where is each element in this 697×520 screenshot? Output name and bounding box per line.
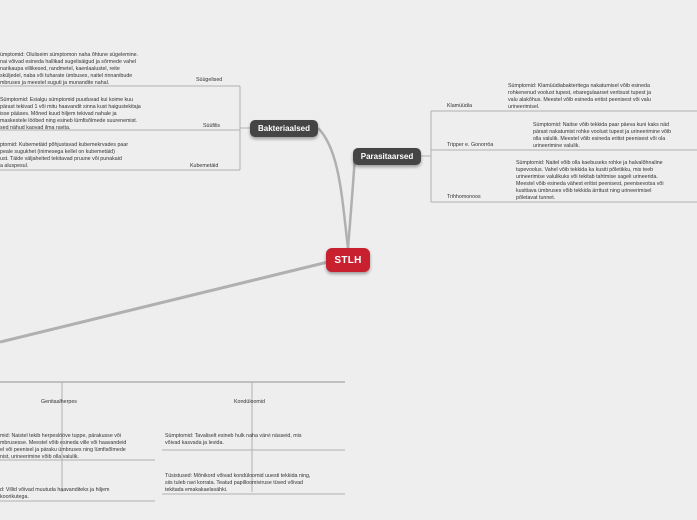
topic-syfilis[interactable]: Süüfilis (203, 123, 221, 129)
topic-klamuudia[interactable]: Klamüüdia (447, 103, 473, 109)
topic-trihhomonoos[interactable]: Trihhomonoos (447, 194, 481, 200)
topic-sugilised[interactable]: Süügelised (196, 77, 223, 83)
note-genitaalherpes-symptoms: mid: Naistel tekib herpeslööve tuppe, pärakusse või mbrusesse. Meestel võib esineda ville või haavandeid el või peenisel ja päraku ümbruses ning lümfisõlmede nist, urineerimine võib olla valulik. (0, 433, 127, 460)
category-bacterial[interactable] (250, 120, 318, 137)
topic-tripper[interactable]: Tripper e. Gonorröa (447, 142, 494, 148)
category-parasitic[interactable] (353, 148, 421, 165)
note-sugilised: ümptomid: Oluliseim sümptomon naha õhtune sügelemine. nai võivad esineda hallikad sugelisäigud ja sõrmede vahel narikaupa villikesed, randmetel, kaenlaalustel, reite sküljedel, naba või tuharate ümbuses, naitel rinnanibude mbruses ja meestel suguti ja munandite nahal. (0, 52, 139, 86)
topic-kondyloomid[interactable]: Kondüloomid (234, 399, 265, 405)
topic-kubemetaid[interactable]: Kubemetäid (190, 163, 219, 169)
root-label: STLH (334, 254, 362, 266)
note-syfilis: Sümptomid: Esialgu sümptomid puuduvad kui koime kuu pärast tekivad 1 või mitu haavandit sinna kust haigustekitaja isse pääses. Mõned kuud hiljem tekivad nahale ja maskestele lööbed ning esineb lümfisõlmede suurenemist. sed nähud kaovad ilma ravita. (0, 97, 141, 131)
root-node[interactable] (326, 248, 370, 272)
note-trihhomonoos: Sümptomid: Naitel võib olla kaebuseks rohke ja halvalõhnaline tupevoolus. Vahel võib tekkida ka kusiti põletikku, mis teeb urineerimise valulikuks või tekitab tahtmise sageli urineerida. Meestel võib esineda vähest eritist peenisest, peenisevotsa või kusitiava ümbruses võib tekkida ärritust ning urineerimisel põletavat tunnet. (516, 160, 664, 201)
topic-genitaalherpes[interactable]: Genitaalherpes (41, 399, 77, 405)
link-root-parasitic (348, 156, 355, 248)
note-kubemetaid: ptomid: Kubemetäid põhjustavad kubemekrvades paar peale sugukhet (inimesega kellel on kubemetäid) ust. Täide väljaheited tekitavad pruune või punakaid a aluspesul. (0, 142, 129, 169)
note-genitaalherpes-complications: d: Villid võivad muutuda haavanditeks ja hiljem koorikutega. (0, 487, 110, 500)
note-kondyloomid-complications: Tüsistused: Mõnikord võivad kondüloomid uuesti tekkida ning, siis tuleb ravi korrata. Teatud papilloomiviruse tüved võivad tekitada emakakaelavähki. (165, 473, 311, 493)
note-klamuudia: Sümptomid: Klamüüdiabakteritega nakatumisel võib esineda rohkenenud voolust tupest, ebaregulaarset veritsust tupest ja valu alakõhus. Meestel võib esineda eritist peenisest või valu urineerimisel. (508, 83, 652, 110)
note-tripper: Sümptomid: Naitse võib tekkida paar päeva kuni kaks näd pärast nakatumist rohke voolust tupest ja urineerimine võib olla valulik. Meestel võib esineda eritist peenisest või ola urineerimine valulik. (533, 122, 672, 149)
note-kondyloomid-symptoms: Sümptomid: Tavaliselt esineb hulk naha värvi nässeid, mis võivad kasvada ja levida. (165, 433, 302, 446)
link-root-bacterial (318, 128, 348, 248)
category-parasitic-label: Parasitaarsed (360, 152, 414, 161)
link-root-viral (0, 262, 328, 342)
category-bacterial-label: Bakteriaalsed (257, 124, 311, 133)
